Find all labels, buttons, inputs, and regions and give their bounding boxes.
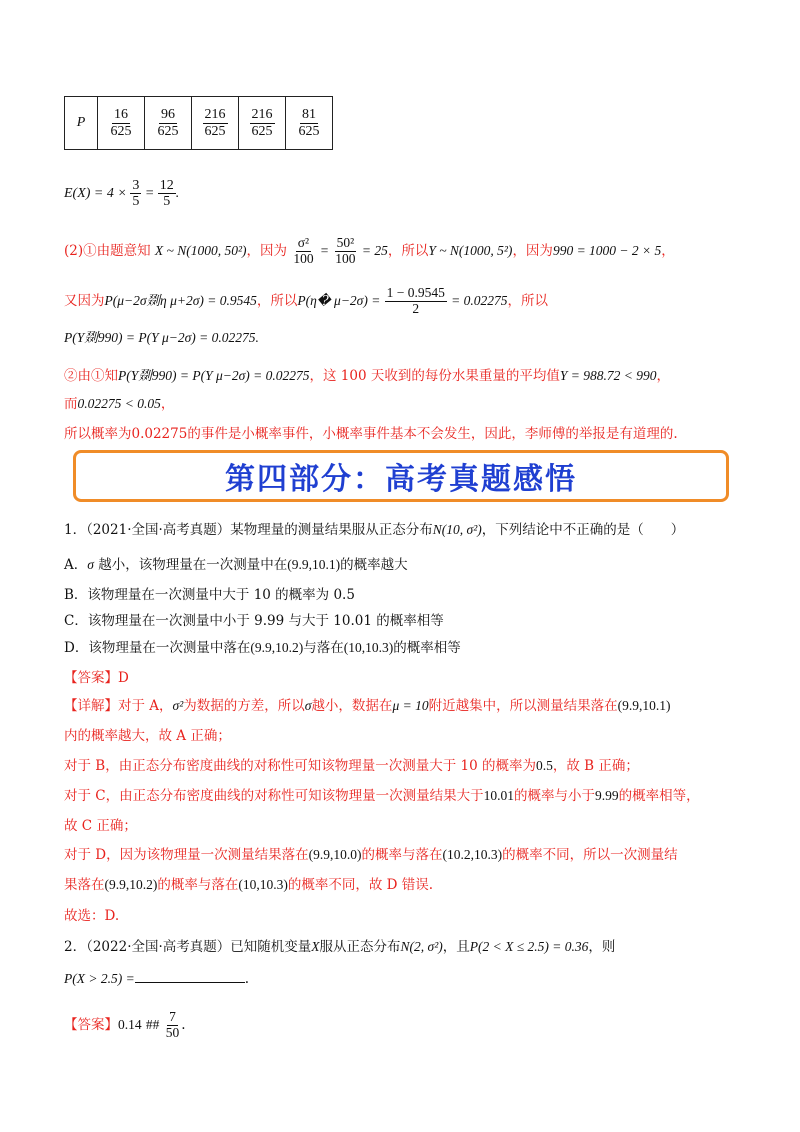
q1-detail-1: 【详解】对于 A，σ²为数据的方差，所以σ越小，数据在μ = 10附近越集中，所以测量结果落在(9.9,10.1) [64,698,671,714]
probability-table [64,96,333,150]
q1-option-b: B．该物理量在一次测量中大于 10 的概率为 0.5 [64,587,355,603]
part2-line-4: ②由①知P(Y剟990) = P(Y μ−2σ) = 0.02275，这 100 天收到的每份水果重量的平均值Y = 988.72 < 990， [64,368,670,384]
q1-option-a: A．σ 越小，该物理量在一次测量中在(9.9,10.1)的概率越大 [64,557,408,573]
q1-detail-5: 故 C 正确； [64,818,137,834]
q1-option-d: D．该物理量在一次测量中落在(9.9,10.2)与落在(10,10.3)的概率相等 [64,640,461,656]
q2-stem: 2．（2022·全国·高考真题）已知随机变量X服从正态分布N(2, σ²)，且P(2 < X ≤ 2.5) = 0.36，则 [64,939,616,955]
q1-option-c: C．该物理量在一次测量中小于 9.99 与大于 10.01 的概率相等 [64,613,444,629]
q2-fill-line: P(X > 2.5) = . [64,968,249,987]
table-cell: $\frac{216}{625}$ [239,97,286,150]
q1-detail-8: 故选：D. [64,908,120,924]
q1-stem: 1．（2021·全国·高考真题）某物理量的测量结果服从正态分布N(10, σ²)，下列结论中不正确的是（ ） [64,522,685,538]
table-cell: $\frac{16}{625}$ [98,97,145,150]
q1-detail-4: 对于 C，由正态分布密度曲线的对称性可知该物理量一次测量结果大于10.01的概率与小于9.99的概率相等， [64,788,700,804]
part2-line-1: (2)①由题意知 X ~ N(1000, 50²)，因为 $\frac{\text{σ²}}{100}$ = $\frac{\text{50²}}{100}$ = 25，所以Y ~ N(1000, 5²)，因为990 = 1000 − 2 × 5， [64,235,675,266]
table-cell: $\frac{81}{625}$ [286,97,333,150]
table-cell: $\frac{216}{625}$ [192,97,239,150]
table-label: P [65,97,98,150]
part2-line-3: P(Y剟990) = P(Y μ−2σ) = 0.02275. [64,330,259,345]
q1-detail-2: 内的概率越大，故 A 正确； [64,728,231,744]
section-banner: 第四部分：高考真题感悟 [73,450,729,502]
part2-line-5: 而0.02275 < 0.05， [64,396,175,412]
q2-answer: 【答案】0.14 ## $\frac{7}{50}$ . [64,1009,186,1040]
q1-detail-6: 对于 D，因为该物理量一次测量结果落在(9.9,10.0)的概率与落在(10.2,10.3)的概率不同，所以一次测量结 [64,847,678,863]
q1-detail-7: 果落在(9.9,10.2)的概率与落在(10,10.3)的概率不同，故 D 错误. [64,877,434,893]
part2-conclusion: 所以概率为0.02275的事件是小概率事件，小概率事件基本不会发生，因此，李师傅的举报是有道理的. [64,426,678,442]
part2-line-2: 又因为P(μ−2σ剟η μ+2σ) = 0.9545，所以P(η� μ−2σ) = $\frac{1 - 0.9545}{2}$ = 0.02275，所以 [64,285,549,316]
table-cell: $\frac{96}{625}$ [145,97,192,150]
answer-blank[interactable] [135,968,245,983]
q1-answer: 【答案】D [64,670,129,686]
expectation-line: E(X) = 4 × $\frac{3}{5}$ = $\frac{12}{5}$ . [64,178,180,210]
q1-detail-3: 对于 B，由正态分布密度曲线的对称性可知该物理量一次测量大于 10 的概率为0.5，故 B 正确； [64,758,639,774]
